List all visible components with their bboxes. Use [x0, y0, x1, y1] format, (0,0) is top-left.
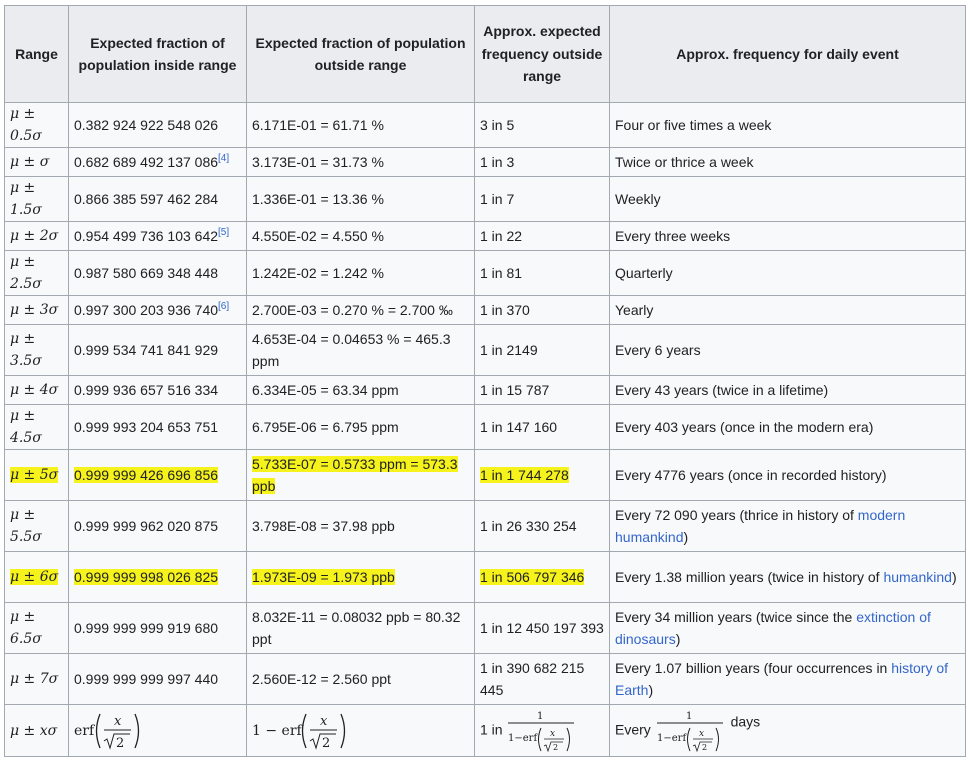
header-frequency: Approx. expected frequency outside range — [475, 6, 610, 103]
sigma-table — [4, 5, 966, 757]
inside-cell: 0.999 999 999 997 440 — [69, 654, 247, 705]
svg-text:x: x — [698, 728, 704, 739]
svg-text:1 − erf: 1 − erf — [252, 722, 302, 739]
svg-text:x: x — [550, 728, 556, 739]
range-cell: μ ± 7σ — [5, 654, 69, 705]
outside-cell — [247, 450, 475, 501]
daily-cell — [610, 501, 966, 552]
header-daily-event: Approx. frequency for daily event — [610, 6, 966, 103]
highlight-mark: 5.733E-07 = 0.5733 ppm = 573.3 ppb — [252, 456, 458, 494]
frequency-formula-cell — [475, 705, 610, 757]
table-row — [5, 603, 966, 654]
range-cell: μ ± xσ — [5, 705, 69, 757]
table-row — [5, 376, 966, 405]
inside-cell — [69, 450, 247, 501]
outside-cell: 1.336E-01 = 13.36 % — [247, 177, 475, 222]
daily-text: Every 72 090 years (thrice in history of — [615, 507, 858, 523]
highlight-mark: 0.999 999 426 696 856 — [74, 467, 219, 483]
range-cell: μ ± 2.5σ — [5, 251, 69, 296]
daily-cell: Quarterly — [610, 251, 966, 296]
outside-cell: 6.334E-05 = 63.34 ppm — [247, 376, 475, 405]
inside-cell — [69, 148, 247, 177]
inside-cell: 0.382 924 922 548 026 — [69, 103, 247, 148]
svg-text:1: 1 — [685, 710, 693, 722]
daily-text-end: ) — [683, 529, 689, 545]
frequency-cell: 1 in 26 330 254 — [475, 501, 610, 552]
table-row-highlighted — [5, 552, 966, 603]
daily-cell: Weekly — [610, 177, 966, 222]
daily-cell — [610, 552, 966, 603]
daily-text-end: ) — [951, 569, 957, 585]
header-row — [5, 6, 966, 103]
daily-cell — [610, 603, 966, 654]
table-row — [5, 177, 966, 222]
range-cell: μ ± σ — [5, 148, 69, 177]
range-cell: μ ± 2σ — [5, 222, 69, 251]
frequency-cell: 1 in 81 — [475, 251, 610, 296]
outside-cell: 6.171E-01 = 61.71 % — [247, 103, 475, 148]
erf-formula — [74, 713, 146, 751]
table-row — [5, 103, 966, 148]
humankind-link[interactable]: humankind — [883, 569, 952, 585]
svg-text:2: 2 — [553, 742, 559, 752]
table-row — [5, 654, 966, 705]
svg-text:x: x — [114, 713, 122, 729]
outside-cell: 2.700E-03 = 0.270 % = 2.700 ‰ — [247, 296, 475, 325]
svg-text:1: 1 — [537, 710, 544, 722]
svg-text:x: x — [320, 713, 328, 729]
table-row — [5, 325, 966, 376]
outside-cell: 8.032E-11 = 0.08032 ppb = 80.32 ppt — [247, 603, 475, 654]
header-range: Range — [5, 6, 69, 103]
inside-cell — [69, 222, 247, 251]
svg-text:1−erf: 1−erf — [508, 732, 538, 744]
frequency-cell: 1 in 7 — [475, 177, 610, 222]
inside-value: 0.954 499 736 103 642 — [74, 228, 219, 244]
one-minus-erf-formula — [252, 713, 352, 751]
svg-text:2: 2 — [116, 735, 125, 751]
one-minus-erf-graphic — [252, 708, 352, 754]
table-row — [5, 296, 966, 325]
inside-cell — [69, 296, 247, 325]
inside-cell: 0.999 534 741 841 929 — [69, 325, 247, 376]
range-cell: μ ± 0.5σ — [5, 103, 69, 148]
outside-cell: 3.798E-08 = 37.98 ppb — [247, 501, 475, 552]
range-cell: μ ± 4.5σ — [5, 405, 69, 450]
range-cell — [5, 552, 69, 603]
table-row — [5, 501, 966, 552]
frequency-cell — [475, 552, 610, 603]
daily-text-end: ) — [675, 631, 681, 647]
inside-cell: 0.999 936 657 516 334 — [69, 376, 247, 405]
table-row — [5, 251, 966, 296]
outside-cell: 4.550E-02 = 4.550 % — [247, 222, 475, 251]
erf-formula-graphic — [74, 708, 146, 754]
header-inside: Expected fraction of population inside range — [69, 6, 247, 103]
daily-fraction-graphic — [655, 708, 727, 754]
outside-cell: 6.795E-06 = 6.795 ppm — [247, 405, 475, 450]
highlight-mark: 1 in 506 797 346 — [480, 569, 585, 585]
citation-link[interactable]: [6] — [218, 301, 230, 312]
modern-humankind-link[interactable]: modern humankind — [615, 507, 906, 545]
range-cell: μ ± 6.5σ — [5, 603, 69, 654]
highlight-mark: 1 in 1 744 278 — [480, 467, 569, 483]
frequency-cell: 1 in 147 160 — [475, 405, 610, 450]
svg-text:1−erf: 1−erf — [656, 732, 686, 744]
range-cell: μ ± 3.5σ — [5, 325, 69, 376]
table-row-highlighted — [5, 450, 966, 501]
range-cell: μ ± 5.5σ — [5, 501, 69, 552]
outside-cell: 2.560E-12 = 2.560 ppt — [247, 654, 475, 705]
frequency-cell: 1 in 370 — [475, 296, 610, 325]
frequency-cell: 1 in 15 787 — [475, 376, 610, 405]
formula-row — [5, 705, 966, 757]
daily-cell: Every three weeks — [610, 222, 966, 251]
frequency-prefix: 1 in — [480, 721, 503, 738]
table-row — [5, 148, 966, 177]
header-outside: Expected fraction of population outside range — [247, 6, 475, 103]
daily-text: Every 1.07 billion years (four occurrences in — [615, 660, 892, 676]
daily-cell: Every 403 years (once in the modern era) — [610, 405, 966, 450]
outside-cell — [247, 552, 475, 603]
range-cell: μ ± 1.5σ — [5, 177, 69, 222]
frequency-cell: 3 in 5 — [475, 103, 610, 148]
table-row — [5, 405, 966, 450]
table-row — [5, 222, 966, 251]
outside-cell: 1.242E-02 = 1.242 % — [247, 251, 475, 296]
inside-cell: 0.866 385 597 462 284 — [69, 177, 247, 222]
range-cell: μ ± 4σ — [5, 376, 69, 405]
frequency-cell: 1 in 3 — [475, 148, 610, 177]
daily-text-end: ) — [648, 682, 654, 698]
outside-cell: 3.173E-01 = 31.73 % — [247, 148, 475, 177]
frequency-fraction-graphic — [506, 708, 576, 754]
daily-cell: Four or five times a week — [610, 103, 966, 148]
daily-cell: Every 4776 years (once in recorded history) — [610, 450, 966, 501]
daily-cell: Every 43 years (twice in a lifetime) — [610, 376, 966, 405]
highlight-mark: 1.973E-09 = 1.973 ppb — [252, 569, 395, 585]
inside-cell: 0.999 999 962 020 875 — [69, 501, 247, 552]
extinction-of-dinosaurs-link[interactable]: extinction of dinosaurs — [615, 609, 931, 647]
highlight-mark: μ ± 6σ — [10, 569, 59, 585]
frequency-cell: 1 in 22 — [475, 222, 610, 251]
inside-cell — [69, 552, 247, 603]
daily-cell: Every 6 years — [610, 325, 966, 376]
citation-link[interactable]: [4] — [218, 153, 230, 164]
outside-cell: 4.653E-04 = 0.04653 % = 465.3 ppm — [247, 325, 475, 376]
frequency-cell: 1 in 12 450 197 393 — [475, 603, 610, 654]
daily-cell: Twice or thrice a week — [610, 148, 966, 177]
highlight-mark: μ ± 5σ — [10, 467, 59, 483]
citation-link[interactable]: [5] — [218, 227, 230, 238]
outside-formula-cell — [247, 705, 475, 757]
frequency-cell: 1 in 390 682 215 445 — [475, 654, 610, 705]
inside-value: 0.997 300 203 936 740 — [74, 302, 219, 318]
daily-cell — [610, 654, 966, 705]
daily-text: Every 1.38 million years (twice in history of — [615, 569, 884, 585]
svg-text:2: 2 — [701, 742, 707, 752]
inside-cell: 0.987 580 669 348 448 — [69, 251, 247, 296]
inside-formula-cell — [69, 705, 247, 757]
inside-cell: 0.999 999 999 919 680 — [69, 603, 247, 654]
svg-text:erf: erf — [74, 722, 95, 739]
highlight-mark: 0.999 999 998 026 825 — [74, 569, 219, 585]
inside-value: 0.682 689 492 137 086 — [74, 154, 219, 170]
svg-text:2: 2 — [322, 735, 331, 751]
frequency-cell — [475, 450, 610, 501]
daily-formula-cell — [610, 705, 966, 757]
daily-cell: Yearly — [610, 296, 966, 325]
frequency-cell: 1 in 2149 — [475, 325, 610, 376]
range-cell: μ ± 3σ — [5, 296, 69, 325]
daily-suffix: days — [730, 713, 761, 730]
history-of-earth-link[interactable]: history of Earth — [615, 660, 949, 698]
inside-cell: 0.999 993 204 653 751 — [69, 405, 247, 450]
range-cell — [5, 450, 69, 501]
daily-prefix: Every — [615, 721, 651, 738]
daily-text: Every 34 million years (twice since the — [615, 609, 857, 625]
